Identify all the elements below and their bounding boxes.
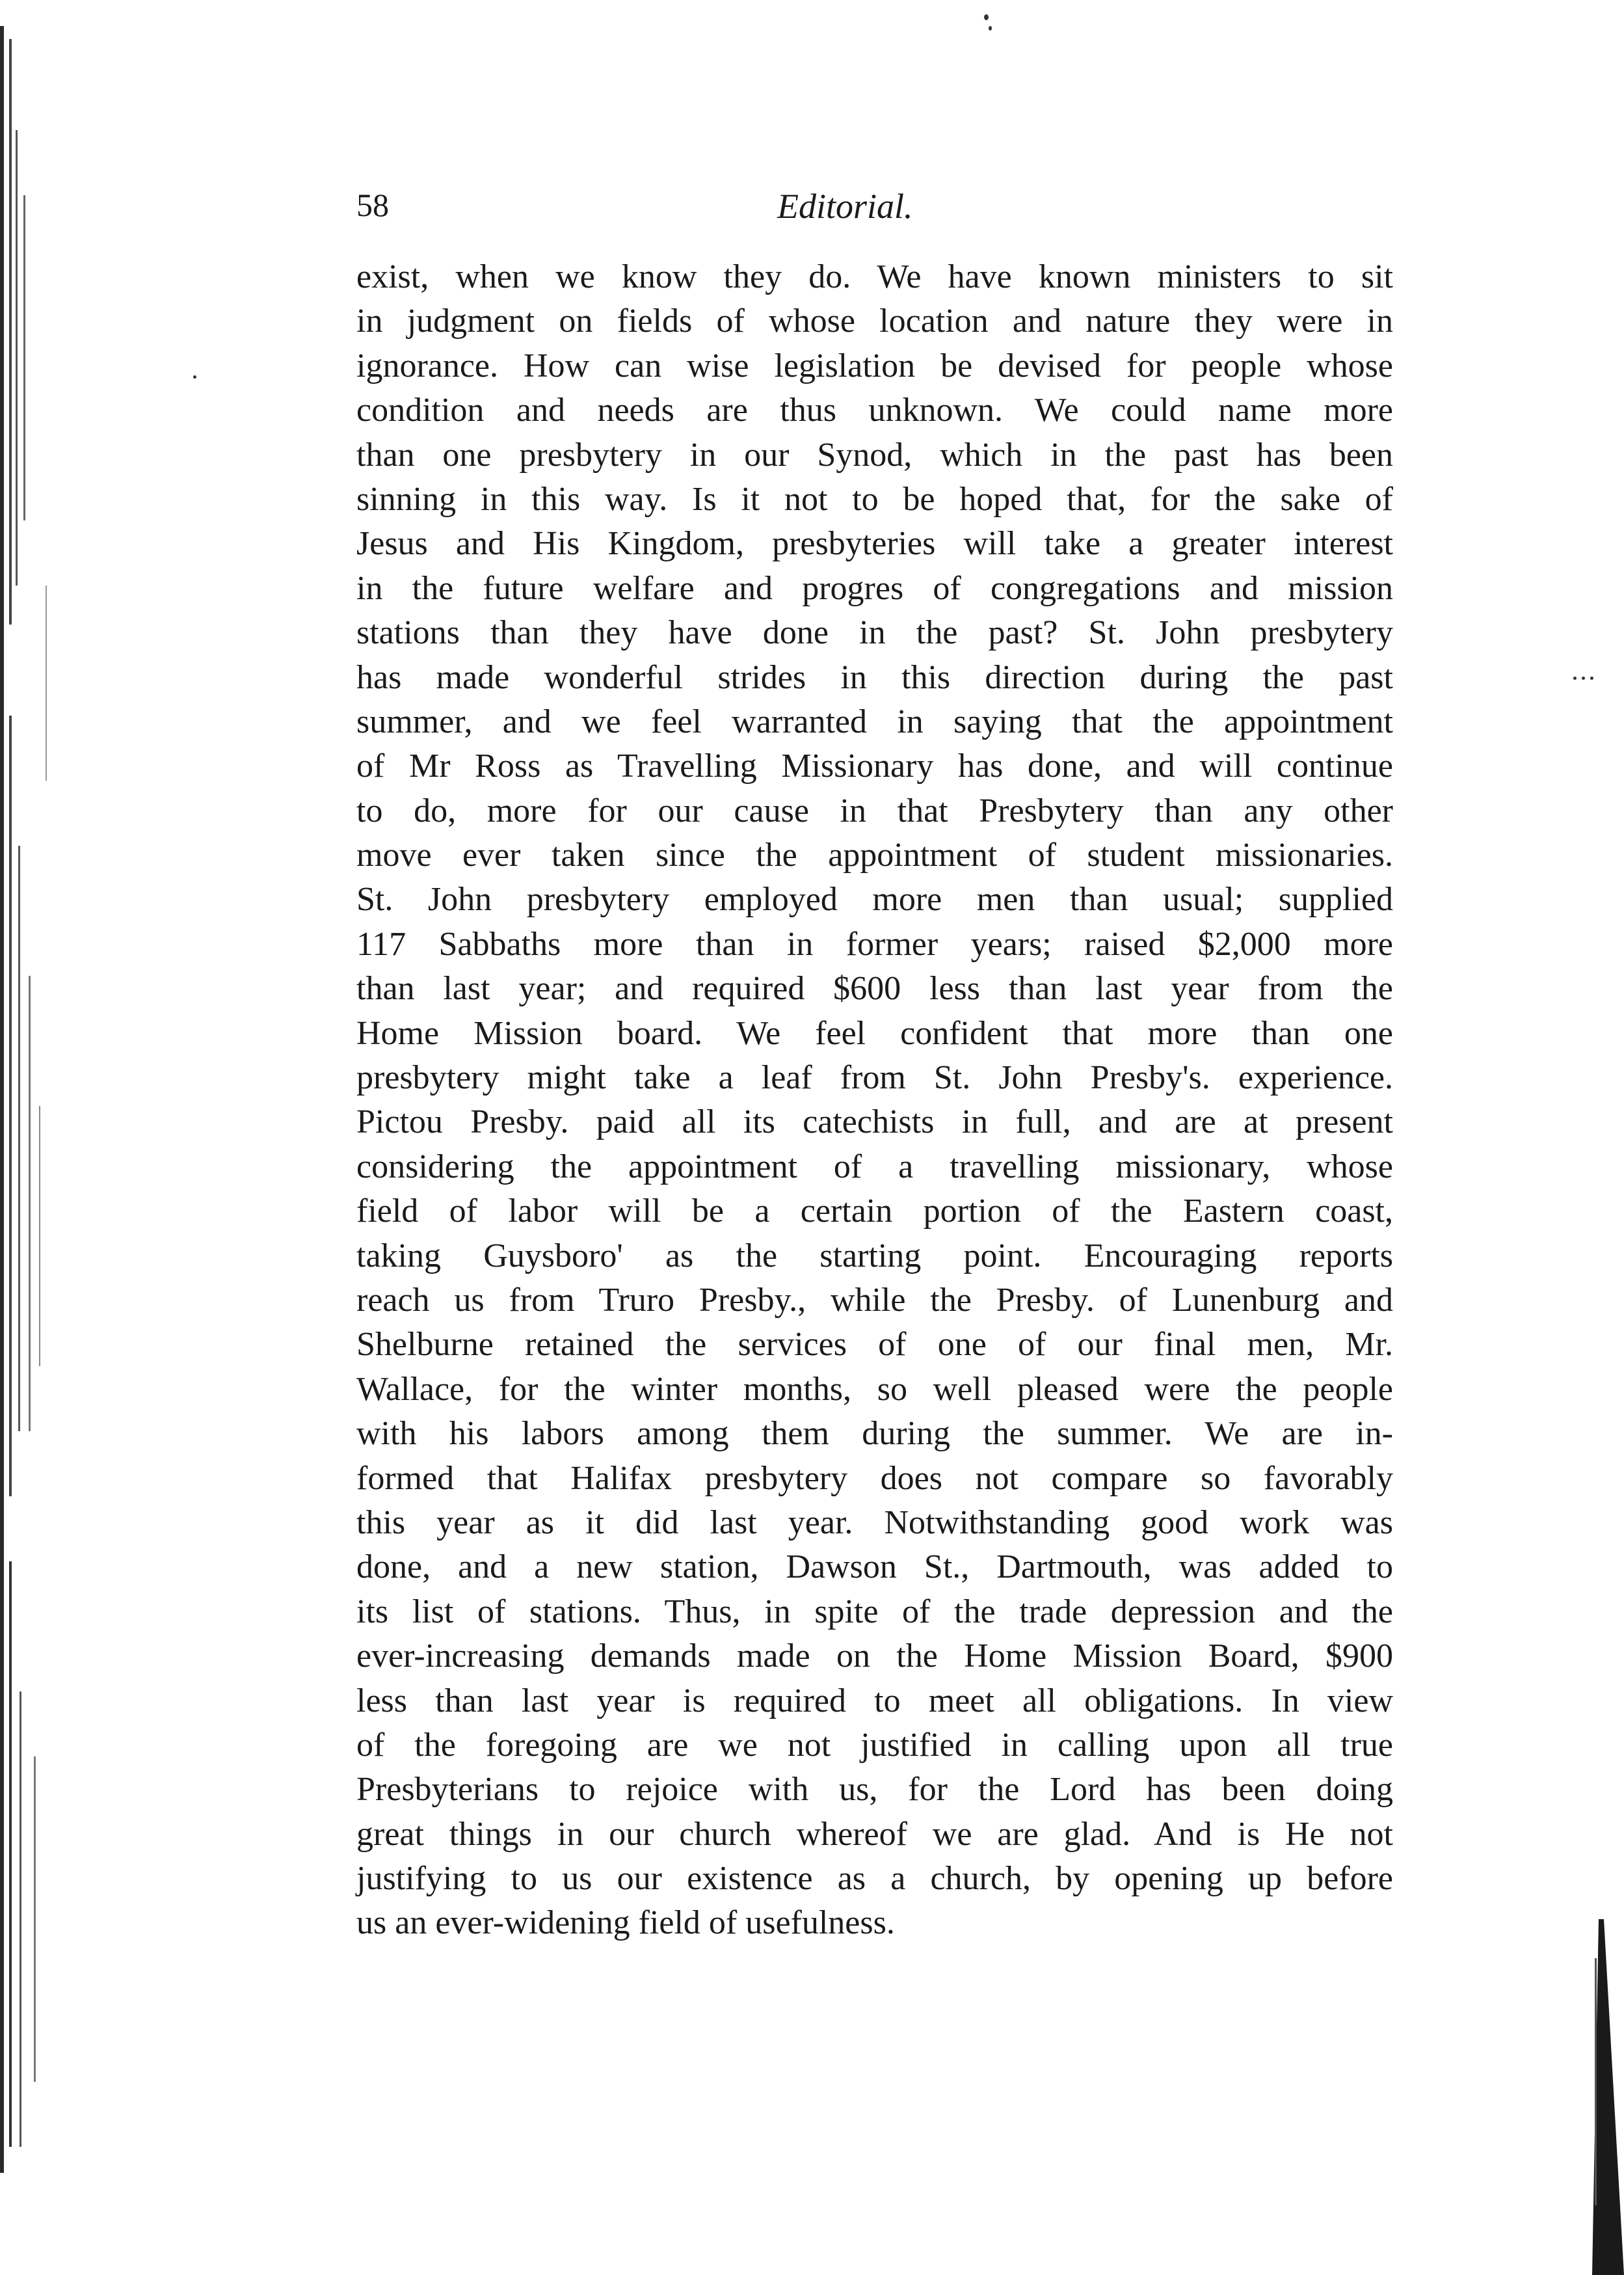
text-line: Presbyterians to rejoice with us, for the Lord has been doing [356,1771,1393,1809]
text-line: ever-increasing demands made on the Home Mission Board, $900 [356,1637,1393,1675]
text-line: Home Mission board. We feel confident that more than one [356,1014,1393,1052]
text-line: stations than they have done in the past? St. John presbytery [356,614,1393,652]
text-line: with his labors among them during the summer. We are in- [356,1415,1393,1453]
text-line: sinning in this way. Is it not to be hoped that, for the sake of [356,480,1393,518]
text-line: taking Guysboro' as the starting point. Encouraging reports [356,1237,1393,1274]
text-line: presbytery might take a leaf from St. John Presby's. experience. [356,1059,1393,1097]
editorial-body-text [356,255,1393,1946]
text-line: 117 Sabbaths more than in former years; raised $2,000 more [356,925,1393,963]
text-line: to do, more for our cause in that Presbytery than any other [356,792,1393,829]
text-line: formed that Halifax presbytery does not compare so favorably [356,1459,1393,1497]
scan-speck [984,14,989,20]
text-line: condition and needs are thus unknown. We could name more [356,392,1393,429]
text-line: move ever taken since the appointment of student missionaries. [356,837,1393,874]
page-number: 58 [356,187,389,223]
text-line: than last year; and required $600 less than last year from the [356,970,1393,1008]
running-title: Editorial. [777,187,913,226]
right-scan-edge-artifact [1579,1919,1624,2275]
text-line: Wallace, for the winter months, so well pleased were the people [356,1370,1393,1408]
text-line: ignorance. How can wise legislation be devised for people whose [356,347,1393,384]
text-line: summer, and we feel warranted in saying that the appointment [356,703,1393,740]
scan-speck [1582,677,1585,680]
scan-speck [989,26,992,31]
text-line: has made wonderful strides in this direction during the past [356,658,1393,696]
text-line: of the foregoing are we not justified in calling upon all true [356,1726,1393,1764]
text-line: this year as it did last year. Notwithstanding good work was [356,1503,1393,1541]
text-line: St. John presbytery employed more men than usual; supplied [356,881,1393,919]
text-line: justifying to us our existence as a church, by opening up before [356,1860,1393,1898]
scan-speck [193,375,196,379]
left-scan-edge-artifact [0,0,59,2275]
scan-speck [1573,677,1577,680]
text-line: its list of stations. Thus, in spite of the trade depression and the [356,1593,1393,1630]
text-line: than one presbytery in our Synod, which in the past has been [356,436,1393,474]
text-line: Jesus and His Kingdom, presbyteries will take a greater interest [356,525,1393,563]
text-line: done, and a new station, Dawson St., Dartmouth, was added to [356,1548,1393,1586]
text-line: Pictou Presby. paid all its catechists in full, and are at present [356,1103,1393,1141]
text-line: reach us from Truro Presby., while the Presby. of Lunenburg and [356,1281,1393,1319]
text-line: in the future welfare and progres of congregations and mission [356,569,1393,607]
text-line: considering the appointment of a travelling missionary, whose [356,1148,1393,1185]
scan-speck [1590,677,1593,680]
text-line: of Mr Ross as Travelling Missionary has done, and will continue [356,747,1393,785]
text-line: great things in our church whereof we are glad. And is He not [356,1815,1393,1853]
text-line: exist, when we know they do. We have known ministers to sit [356,258,1393,295]
text-line: field of labor will be a certain portion of the Eastern coast, [356,1192,1393,1230]
text-line: in judgment on fields of whose location and nature they were in [356,303,1393,340]
text-line: less than last year is required to meet all obligations. In view [356,1682,1393,1719]
text-line: us an ever-widening field of usefulness. [356,1904,895,1942]
text-line: Shelburne retained the services of one of our final men, Mr. [356,1326,1393,1364]
